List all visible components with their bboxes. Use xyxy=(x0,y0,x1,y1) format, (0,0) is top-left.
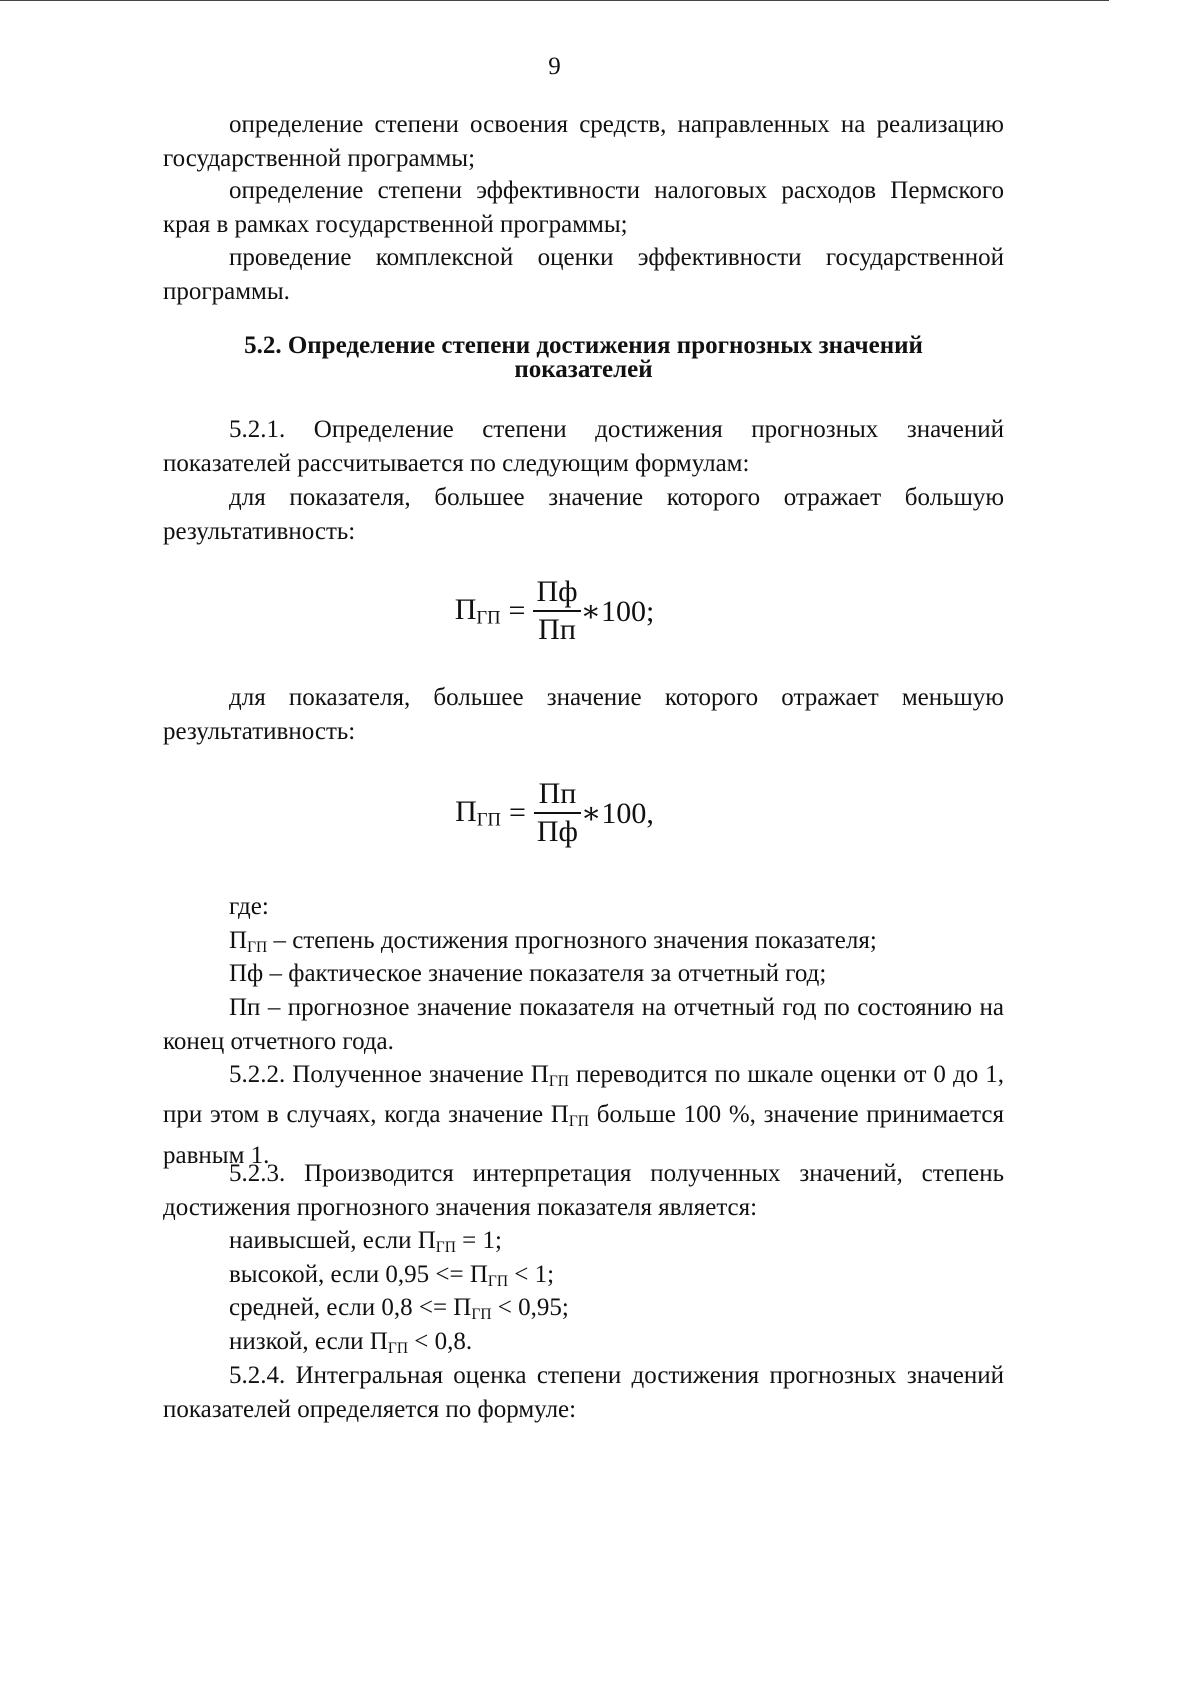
level-medium: средней, если $0,8 <= П_{ГП} < 0,95$; xyxy=(229,1294,569,1323)
level-highest: наивысшей, если $П_{ГП} = 1$; xyxy=(229,1227,502,1256)
formula-2-equals: = xyxy=(508,796,526,829)
formula-2-numerator: Пп xyxy=(538,777,577,810)
level-low: низкой, если $П_{ГП} < 0,8$. xyxy=(229,1328,473,1357)
formula-1-numerator: Пф xyxy=(536,575,578,608)
case-larger-is-worse: для показателя, большее значение которого отражает меньшую результативность: xyxy=(163,684,1004,745)
intro-item-tax-expenditures: определение степени эффективности налоговых расходов Пермского края в рамках государственной программы; xyxy=(163,177,1004,238)
paragraph-5-2-3: 5.2.3. Производится интерпретация полученных значений, степень достижения прогнозного значения показателя является: xyxy=(163,1160,1004,1221)
scan-edge-line xyxy=(0,0,1109,1)
formula-2-multiplier: ∗100, xyxy=(581,796,654,830)
formula-2-denominator: Пф xyxy=(536,815,578,848)
formula-larger-is-better xyxy=(0,574,1109,648)
formula-larger-is-worse xyxy=(0,776,1109,850)
intro-item-complex-assessment: проведение комплексной оценки эффективности государственной программы. xyxy=(163,244,1004,305)
section-heading-line-2: показателей xyxy=(514,356,653,383)
intro-item-funds-absorption: определение степени освоения средств, направленных на реализацию государственной программы; xyxy=(163,111,1004,172)
section-heading xyxy=(163,334,1004,382)
page-number: 9 xyxy=(548,53,561,80)
formula-1-lhs: $П_{ГП}$ xyxy=(454,592,501,629)
paragraph-5-2-2: 5.2.2. Полученное значение $П_{ГП}$ переводится по шкале оценки от 0 до 1, при этом в случаях, когда значение $П_{ГП}$ больше 100 %, значение принимается равным 1. xyxy=(163,1061,1004,1169)
formula-1-equals: = xyxy=(508,594,526,627)
case-larger-is-better: для показателя, большее значение которого отражает большую результативность: xyxy=(163,484,1004,545)
definition-pgp: $П_{ГП}$ – степень достижения прогнозного значения показателя; xyxy=(229,927,877,956)
page-bottom-margin xyxy=(0,1440,1109,1696)
where-label: где: xyxy=(229,893,269,920)
level-high: высокой, если $0,95 <= П_{ГП} < 1$; xyxy=(229,1261,555,1290)
formula-1-multiplier: ∗100; xyxy=(580,594,655,628)
definition-pp: Пп – прогнозное значение показателя на отчетный год по состоянию на конец отчетного года. xyxy=(163,994,1004,1055)
paragraph-5-2-4: 5.2.4. Интегральная оценка степени достижения прогнозных значений показателей определяется по формуле: xyxy=(163,1362,1004,1423)
formula-1-denominator: Пп xyxy=(538,613,576,646)
formula-2-lhs: $П_{ГП}$ xyxy=(455,794,501,831)
formula-1-fraction xyxy=(533,574,580,648)
section-heading-line-1: 5.2. Определение степени достижения прогнозных значений xyxy=(244,332,923,359)
definition-pf: Пф – фактическое значение показателя за отчетный год; xyxy=(229,960,827,987)
formula-2-fraction xyxy=(534,776,581,850)
paragraph-5-2-1: 5.2.1. Определение степени достижения прогнозных значений показателей рассчитывается по следующим формулам: xyxy=(163,416,1004,477)
